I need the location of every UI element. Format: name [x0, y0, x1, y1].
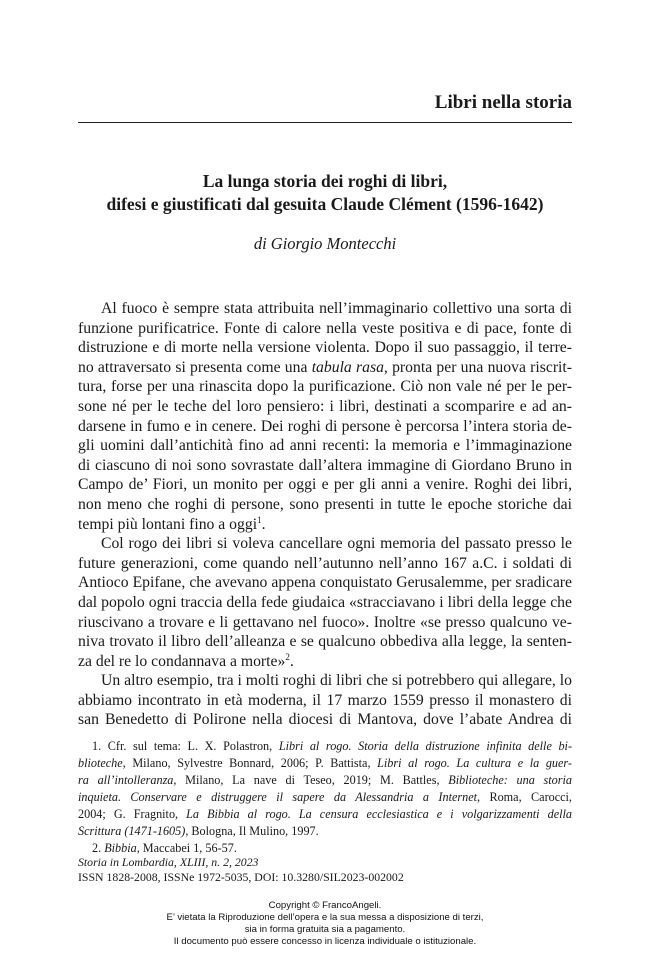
footnote-italic-title: Libri al rogo. Storia della distruzione infinita delle bi-: [278, 739, 573, 753]
journal-citation: Storia in Lombardia, XLIII, n. 2, 2023: [78, 855, 259, 869]
body-line: [78, 358, 572, 378]
footnote-italic-title: Libri al rogo. La cultura e la guer-: [377, 756, 572, 770]
body-text-run: , pronta per una nuova riscrit-: [383, 358, 572, 376]
body-line: [78, 652, 572, 672]
footnote-text-run: 1. Cfr. sul tema: L. X. Polastron,: [92, 739, 279, 753]
body-line: Col rogo dei libri si voleva cancellare ogni memoria del passato presso le: [101, 535, 572, 553]
footnote-1-line: [78, 738, 572, 755]
title-line-2: difesi e giustificati dal gesuita Claude Clément (1596-1642): [106, 194, 544, 214]
body-line: Campo de’ Fiori, un monito per oggi e per gli anni a venire. Roghi dei libri,: [78, 476, 572, 494]
footnote-text-run: , Milano, Sylvestre Bonnard, 2006; P. Battista,: [122, 756, 378, 770]
copyright-line: E’ vietata la Riproduzione dell’opera e la sua messa a disposizione di terzi,: [166, 912, 484, 923]
running-head: Libri nella storia: [434, 92, 572, 113]
body-line: distruzione e di morte nella versione violenta. Dopo il suo passaggio, il terre-: [78, 339, 572, 357]
body-text-run: no attraversato si presenta come una: [78, 358, 312, 376]
footnote-ref-2[interactable]: 2: [285, 651, 290, 662]
footnote-italic-title: blioteche: [78, 756, 123, 770]
footnote-italic-title: inquieta. Conservare e distruggere il sapere da Alessandria a Internet: [78, 790, 477, 804]
copyright-line: Il documento può essere concesso in licenza individuale o istituzionale.: [173, 936, 477, 947]
copyright-notice: [78, 900, 572, 948]
article-title: [40, 170, 610, 216]
footnote-italic-title: Biblioteche: una storia: [448, 773, 572, 787]
body-line: darsene in fumo e in cenere. Dei roghi di persone è percorsa l’intera storia de-: [78, 417, 572, 435]
body-line: future generazioni, come quando nell’autunno nell’anno 167 a.C. i soldati di: [78, 554, 572, 572]
footnotes: [78, 738, 572, 857]
body-line: Al fuoco è sempre stata attribuita nell’immaginario collettivo una sorta di: [101, 300, 572, 317]
footnote-text-run: , Bologna, Il Mulino, 1997.: [185, 824, 319, 838]
body-line: tura, forse per una rinascita dopo la purificazione. Ciò non vale né per le per-: [78, 378, 572, 396]
body-line: riuscivano a trovare e li gettavano nel fuoco». Inoltre «se presso qualcuno ve-: [78, 613, 572, 631]
footnote-1-line: [78, 772, 572, 789]
body-line: Un altro esempio, tra i molti roghi di libri che si potrebbero qui allegare, lo: [101, 672, 572, 690]
body-line: non meno che roghi di persone, sono presenti in tutte le epoche storiche dai: [78, 495, 572, 513]
footnote-text-run: , Maccabei 1, 56-57.: [136, 841, 237, 855]
footnote-italic-title: Scrittura (1471-1605): [78, 824, 186, 838]
body-line: sone né per le teche del loro pensiero: i libri, destinati a scomparire e ad an-: [78, 397, 572, 415]
header-rule: [78, 122, 572, 123]
body-line: [78, 515, 572, 535]
italic-term: tabula rasa: [311, 358, 384, 376]
footnote-1-line: [78, 789, 572, 806]
journal-issn-doi: ISSN 1828-2008, ISSNe 1972-5035, DOI: 10.3280/SIL2023-002002: [78, 870, 404, 884]
body-text-run: .: [261, 515, 266, 533]
body-line: san Benedetto di Polirone nella diocesi di Mantova, dove l’abate Andrea di: [78, 711, 572, 729]
footnote-italic-title: La Bibbia al rogo. La censura ecclesiastica e i volgarizzamenti della: [186, 807, 572, 821]
copyright-line: Copyright © FrancoAngeli.: [268, 900, 382, 911]
footnote-text-run: 2004; G. Fragnito,: [78, 807, 187, 821]
body-line: niva trovato il libro dell’alleanza e se qualcuno obbediva alla legge, la senten-: [78, 633, 572, 651]
body-text: [78, 299, 572, 730]
body-text-run: .: [289, 652, 294, 670]
body-text-run: za del re lo condannava a morte»: [78, 652, 286, 670]
body-text-run: tempi più lontani fino a oggi: [78, 515, 258, 533]
author-byline: di Giorgio Montecchi: [253, 234, 397, 253]
footnote-text-run: 2.: [92, 841, 105, 855]
body-line: abbiamo incontrato in età moderna, il 17 marzo 1559 presso il monastero di: [78, 691, 572, 709]
body-line: Antioco Epifane, che avevano appena conquistato Gerusalemme, per sradicare: [78, 574, 572, 592]
footnote-ref-1[interactable]: 1: [257, 514, 262, 525]
body-line: gli uomini dall’antichità fino ad anni recenti: la memoria e l’immaginazione: [78, 437, 572, 455]
footnote-italic-title: ra all’intolleranza: [78, 773, 174, 787]
title-line-1: La lunga storia dei roghi di libri,: [202, 171, 448, 191]
body-line: di ciascuno di noi sono sovrastate dall’altera immagine di Giordano Bruno in: [78, 456, 572, 474]
footnote-italic-title: Bibbia: [104, 841, 137, 855]
footnote-1-line: [78, 823, 572, 840]
body-line: funzione purificatrice. Fonte di calore nella veste positiva e di pace, fonte di: [78, 319, 572, 337]
body-line: dal popolo ogni traccia della fede giudaica «stracciavano i libri della legge che: [78, 593, 572, 611]
footnote-1-line: [78, 806, 572, 823]
footnote-text-run: , Milano, La nave di Teseo, 2019; M. Battles,: [173, 773, 449, 787]
journal-info: [78, 855, 572, 885]
copyright-line: sia in forma gratuita sia a pagamento.: [244, 924, 406, 935]
footnote-text-run: , Roma, Carocci,: [477, 790, 572, 804]
footnote-1-line: [78, 755, 572, 772]
